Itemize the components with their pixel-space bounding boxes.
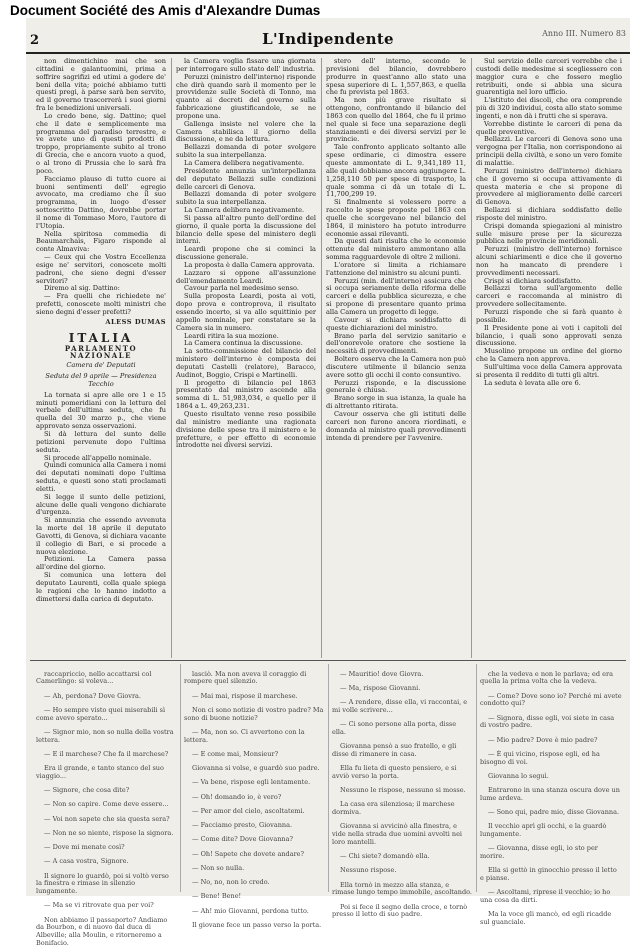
paragraph: stero dell' interno, secondo le previsioni del bilancio, dovrebbero produrre in quest'anno allo stato una spesa superiore di L. 1,557,863, e quella che fu prevista pel 1863. [326,57,466,97]
paragraph: Giovanna si volse, e guardò suo padre. [192,764,320,772]
feuilleton-column-3 [332,664,472,919]
paragraph: Si procede all'appello nominale. [44,453,152,462]
signature: ALESS DUMAS [105,317,166,326]
paragraph: Ma non più grave risultato si ottengono, confrontando il bilancio del 1863 con quello del 1864, che fu il primo nel quale si fece una separazione degli stanziamenti e dei diversi servizi per le provincie. [326,96,466,144]
paragraph: Crispi domanda spiegazioni al ministro sulle misure prese per la sicurezza pubblica nelle provincie meridionali. [476,221,622,246]
paragraph: La casa era silenziosa; il marchese dormiva. [332,800,455,816]
paragraph: Tale confronto applicato soltanto alle spese ordinarie, ci dimostra essere queste ammontate di L. 9,341,189 11, alle quali dobbiamo ancora aggiungere L. 1,258,110 50 per spese di trasporto, la quale somma ci dà un totale di L. 11,700,299 19. [326,143,466,199]
paragraph: — Oh! Sapete che dovete andare? [192,849,305,858]
paragraph: L'oratore si limita a richiamare l'attenzione del ministro su alcuni punti. [326,260,466,277]
paragraph: La seduta è levata alle ore 6. [484,378,581,387]
paragraph: Bellazzi. Le carceri di Genova sono una vergogna per l'Italia, non corrispondono ai principii della civiltà, e sono un vero fomite di malattie. [476,135,622,167]
paragraph: non dimentichino mai che son cittadini e galantuomini, prima a soffrire sagrifizi ed utimi a godere de' beni della vita; poiché abbiamo tutti questi pregi, à parse sarà ben servito, ed il governo trascorrerà i suoi giorni fra le benedizioni universali. [36,57,166,113]
paragraph: Il vecchio aprì gli occhi, e la guardò lungamente. [480,822,607,838]
paragraph: — Non ne so niente, rispose la signora. [44,828,174,837]
paragraph: Bellazzi torna sull'argomento delle carceri e raccomanda al ministro di provvedere sollecitamente. [476,284,622,309]
paragraph: lasciò. Ma non aveva il coraggio di rompere quel silenzio. [184,669,307,686]
paragraph: Quindi comunica alla Camera i nomi dei deputati nominati dopo l'ultima seduta, e questi sono stati proclamati eletti. [36,461,166,493]
feuilleton-rule [30,660,626,661]
newspaper-title: L'Indipendente [262,30,394,48]
paragraph: Sulla proposta Leardi, posta ai voti, dopo prova e controprova, il risultato essendo incerto, si va allo squittinio per appello nominale, per constatare se la Camera sia in numero. [176,292,316,332]
paragraph: — Mio padre? Dove è mio padre? [488,735,598,744]
paragraph: — A rendere, disse ella, vi raccontai, e mi volle scrivere... [332,698,468,714]
paragraph: — Come? Dove sono io? Perché mi avete condotto qui? [480,691,622,708]
paragraph: — Bene! Bene! [192,892,242,901]
paragraph: Gallenga insiste nel volere che la Camera stabilisca il giorno della discussione, e ne da lettura. [176,119,316,144]
paragraph: Questo risultato venne reso possibile dal ministro mediante una ragionata divisione delle spese tra il ministero e le prefetture, e per effetto di economie introdotte nei diversi servizi. [176,409,316,450]
paragraph: Si dà lettura del sunto delle petizioni pervenute dopo l'ultima seduta. [36,429,166,454]
paragraph: Presidente annunzia un'interpellanza del deputato Bellazzi sulle condizioni delle carceri di Genova. [176,166,316,191]
section-subtitle: PARLAMENTO NAZIONALE [64,343,138,361]
paragraph: La tornata si apre alle ore 1 e 15 minuti pomeridiani con la lettura del verbale dell'ultima seduta, che fu quella del 30 marzo p., che viene approvato senza osservazioni. [36,390,166,431]
paragraph: che la vedeva e non le parlava; ed era quella la prima volta che la vedeva. [480,669,613,686]
paragraph: Ma la voce gli mancò, ed egli ricadde sul guanciale. [480,910,612,926]
feuilleton-column-1 [36,664,176,947]
page-number: 2 [30,33,40,48]
feuilleton-column-4 [480,664,622,926]
paragraph: — Non so nulla. [192,863,245,872]
column-divider [171,58,172,658]
paragraph: Boltero osserva che la Camera non può discutere utilmente il bilancio senza avere sotto gli occhi il conto consuntivo. [326,355,466,379]
paragraph: Musolino propone un ordine del giorno che la Camera non approva. [476,347,622,364]
paragraph: Brano sorge in sua istanza, la quale ha di altrettanto ritirata. [326,394,466,411]
paragraph: Peruzzi risponde, e la discussione generale è chiusa. [326,378,466,395]
paragraph: Entrarono in una stanza oscura dove un lume ardeva. [480,786,620,802]
paragraph: La sotto-commissione del bilancio del ministero dell'interno è composta dei deputati Castelli (relatore), Baracco, Audinot, Boggio, Crispi e Martinelli. [176,347,316,379]
paragraph: Sull'ultima voce della Camera approvata si presenta il reddito di tutti gli altri. [476,362,622,379]
column-divider [471,58,472,658]
session-line: Seduta del 9 aprile — Presidenza Tecchio [45,372,157,388]
paragraph: — Facciamo presto, Giovanna. [192,821,293,829]
paragraph: La Camera delibera negativamente. [184,206,305,215]
paragraph: Bellazzi domanda di poter svolgere subito la sua interpellanza. [176,190,316,207]
paragraph: — Dove mi menate così? [44,843,125,851]
paragraph: Non ci sono notizie di vostro padre? Ma sono di buone notizie? [184,705,324,722]
paragraph: — Ci sono persone alla porta, disse ella. [332,720,457,736]
paragraph: Poi si fece il segno della croce, e tornò presso il letto di suo padre. [332,902,468,919]
feuilleton-column-2 [184,664,324,929]
paragraph: Ella fu lieta di questo pensiero, e si avviò verso la porta. [332,764,457,780]
section-title: ITALIA [68,330,134,345]
paragraph: — Ah, perdona? Dove Giovra. [44,691,141,700]
paragraph: — Signor mio, non so nulla della vostra lettera. [36,727,174,744]
paragraph: — E il marchese? Che fa il marchese? [44,749,169,758]
paragraph: Giovanna lo seguì. [488,771,549,780]
paragraph: Si passa all'altro punto dell'ordine del giorno, il quale porta la discussione del bilancio delle spese del ministero degli interni. [176,213,316,246]
paragraph: Brano parla del servizio sanitario e dell'onorevole oratore che sostiene la necessità di provvedimenti. [326,331,466,356]
paragraph: Vorrebbe distinte le carceri di pena da quelle preventive. [476,119,622,136]
paragraph: Il signore lo guardò, poi si voltò verso la finestra e rimase in silenzio lungamente. [36,871,169,895]
column-divider [321,58,322,658]
paragraph: — Non so capire. Come deve essere... [44,800,169,809]
paragraph: L'istituto dei discoli, che ora comprende più di 320 individui, costa allo stato somme ingenti, e non dà i frutti che si sperava. [476,96,622,120]
paragraph: — Ho sempre visto quei miserabili sì come avevo sperato... [36,705,166,722]
section-chamber: Camera de' Deputati [66,361,136,370]
paragraph: Si finalmente si volessero porre a raccolto le spese proposte pel 1863 con quelle che scorgevano nel bilancio del 1864, il ministero ha potuto introdurre economie assai rilevanti. [326,198,466,238]
paragraph: — Chi siete? domandò ella. [340,852,430,860]
paragraph: Era il grande, e tanto stanco del suo viaggio... [36,764,164,780]
header-rule [26,52,630,54]
paragraph: Il Presidente pone ai voti i capitoli del bilancio, i quali sono approvati senza discussione. [476,323,622,348]
paragraph: Peruzzi risponde che si farà quanto è possibile. [476,308,622,324]
paragraph: — Signora, disse egli, voi siete in casa di vostro padre. [480,713,615,730]
paragraph: — Mauritio! dove Giovra. [340,669,424,678]
issue-line: Anno III. Numero 83 [542,29,626,38]
paragraph: Ella si gettò in ginocchio presso il letto e pianse. [480,866,617,882]
column-3 [326,58,466,658]
paragraph: Nessuno le rispose, nessuno si mosse. [340,786,466,794]
paragraph: — Ma se vi ritrovate qua per voi? [44,901,154,910]
paragraph: — Per amor del cielo, ascoltatemi. [192,806,305,815]
paragraph: — Sono qui, padre mio, disse Giovanna. [488,808,620,816]
paragraph: La Camera continua la discussione. [184,339,303,348]
paragraph: — Giovanna, disse egli, io sto per morire. [480,844,598,860]
paragraph: Peruzzi (ministro dell'interno) fornisce alcuni schiarimenti e dice che il governo non ha mancato di prendere i provvedimenti necessari. [476,245,622,277]
paragraph: — Ma, non so. Ci avvertono con la lettera. [184,727,305,744]
paragraph: — Voi non sapete che sia questa sera? [44,814,170,823]
paragraph: Il giovane fece un passo verso la porta. [192,920,322,929]
paragraph: — Ma, rispose Giovanni. [340,683,421,692]
paragraph: Bellazzi domanda di poter svolgere subito la sua interpellanza. [176,143,316,160]
paragraph: la Camera voglia fissare una giornata per interrogare sullo stato dell' industria. [176,57,316,73]
paragraph: Da questi dati risulta che le economie ottenute dal ministero ammontano alla somma ragguardevole di oltre 2 milioni. [326,237,466,262]
column-1 [36,58,166,658]
column-4 [476,58,622,658]
column-divider [476,664,477,892]
column-divider [328,664,329,892]
paragraph: La proposta è dalla Camera approvata. [184,260,315,269]
paragraph: Cavour parla nel medesimo senso. [184,284,299,293]
paragraph: Cavour osserva che gli istituti delle carceri non furono ancora riordinati, e domanda al ministro quali provvedimenti intenda di prendere per l'avvenire. [326,409,466,442]
paragraph: Crispi si dichiara soddisfatto. [484,276,583,285]
paragraph: — Ceux qui che Vostra Eccellenza esige ne' servitori, conoscete molti padroni, che sieno degni d'esser servitori? [36,253,166,285]
page-header [26,29,630,53]
paragraph: — Ah! mio Giovanni, perdona tutto. [192,906,309,915]
paragraph: Petizioni. La Camera passa all'ordine del giorno. [36,555,166,572]
paragraph: — Come dite? Dove Giovanna? [192,835,293,844]
paragraph: Nella spiritosa commedia di Beaumarchais, Figaro risponde al conte Almaviva: [36,229,166,254]
paragraph: — Signore, che cosa dite? [44,786,130,794]
paragraph: Nessuno rispose. [340,866,397,875]
paragraph: Ella tornò in mezzo alla stanza, e rimase lungo tempo immobile, ascoltando. [332,880,472,897]
paragraph: Lazzaro si oppone all'assunzione dell'emendamento Leardi. [176,268,316,285]
paragraph: Cavour si dichiara soddisfatto di queste dichiarazioni del ministro. [326,315,466,332]
paragraph: Giovanna pensò a suo fratello, e gli disse di rimanere in casa. [332,742,457,758]
paragraph: — E come mai, Monsieur? [192,749,279,758]
paragraph: raccapriccio, nello accattarsi col Camerlingo: si voleva... [36,669,152,686]
column-divider [180,664,181,892]
paragraph: Lo credo bene, sig. Dattino; quel che il date e semplicemente ma programma del paradiso terrestre, e ve avete uno di questi prodotti di troppo, propriamente subito al trono di Grecia, che e ancora vuoto a quod, o al trono di Prussia che lo sarà fra poco. [36,111,166,175]
paragraph: Giovanna si avvicinò alla finestra, e vide nella strada due uomini avvolti nei loro mantelli. [332,822,463,846]
paragraph: Il progetto di bilancio pel 1863 presentato dal ministro ascende alla somma di L. 51,983,034, e quello per il 1864 a L. 49,263,231. [176,378,316,411]
paragraph: Sul servizio delle carceri vorrebbe che i custodi delle medesime si scegliessero con maggior cura e che fossero meglio retribuiti, onde si abbia una sicura guarentigia nel loro ufficio. [476,57,622,97]
paragraph: Diremo al sig. Dattino: [44,284,120,293]
paragraph: Leardi propone che si cominci la discussione generale. [176,245,316,262]
paragraph: — No, no, non lo credo. [192,878,270,886]
document-banner: Document Société des Amis d'Alexandre Dumas [10,3,321,18]
paragraph: Si legge il sunto delle petizioni, alcune delle quali vengono dichiarate d'urgenza. [36,492,166,517]
paragraph: — Oh! domando io, è vero? [192,792,282,801]
paragraph: La Camera delibera negativamente. [184,158,305,167]
paragraph: Non abbiamo il passaporto? Andiamo da Bourbon, e di nuovo dal duca di Albeville; alla Moulin, e ritorneremo a Bonifacio. [36,915,168,947]
paragraph: Peruzzi (ministro dell'interno) dichiara che il governo si occupa attivamente di questa materia e che si propone di provvedere al miglioramento delle carceri di Genova. [476,166,622,207]
paragraph: Si annunzia che essendo avvenuta la morte del 18 aprile il deputato Gavotti, di Genova, si dichiara vacante il collegio di Bari, e si procede a nuova elezione. [36,516,166,556]
paragraph: Leardi ritira la sua mozione. [184,331,279,340]
paragraph: Si comunica una lettera del deputato Laurenti, colla quale spiega le ragioni che lo hanno indotto a dimettersi dalla carica di deputato. [36,571,166,603]
paragraph: Peruzzi (min. dell'interno) assicura che si occupa seriamente della riforma delle carceri e della pubblica sicurezza, e che si propone di presentare quanto prima alla Camera un progetto di legge. [326,276,466,316]
paragraph: — Mai mai, rispose il marchese. [192,691,298,700]
paragraph: Peruzzi (ministro dell'interno) risponde che dirà quando sarà il momento per le provvidenze sulle Società di Tonno, ma quanto ai decreti del governo sulla fabbricazione giustificandole, se ne propone una. [176,72,316,120]
paragraph: — Va bene, rispose egli lentamente. [192,778,311,787]
paragraph: — È qui vicino, rispose egli, ed ha bisogno di voi. [480,749,600,766]
paragraph: — Fra quelli che richiedete ne' prefetti, conoscete molti ministri che sieno degni d'esser prefetti? [36,292,166,316]
paragraph: Bellazzi si dichiara soddisfatto delle risposte del ministro. [476,206,622,222]
paragraph: Facciamo plauso di tutto cuore ai buoni sentimenti dell' egregio avvocato, ma crediamo che il suo programma, in luogo d'esser sottoscritto Dattino, dovrebbe portar il nome di Tommaso Moro, l'autore di l'Utopia. [36,174,166,230]
column-2 [176,58,316,658]
paragraph: — Ascoltami, riprese il vecchio; io ho una cosa da dirti. [480,888,611,904]
paragraph: — A casa vostra, Signore. [44,857,129,866]
